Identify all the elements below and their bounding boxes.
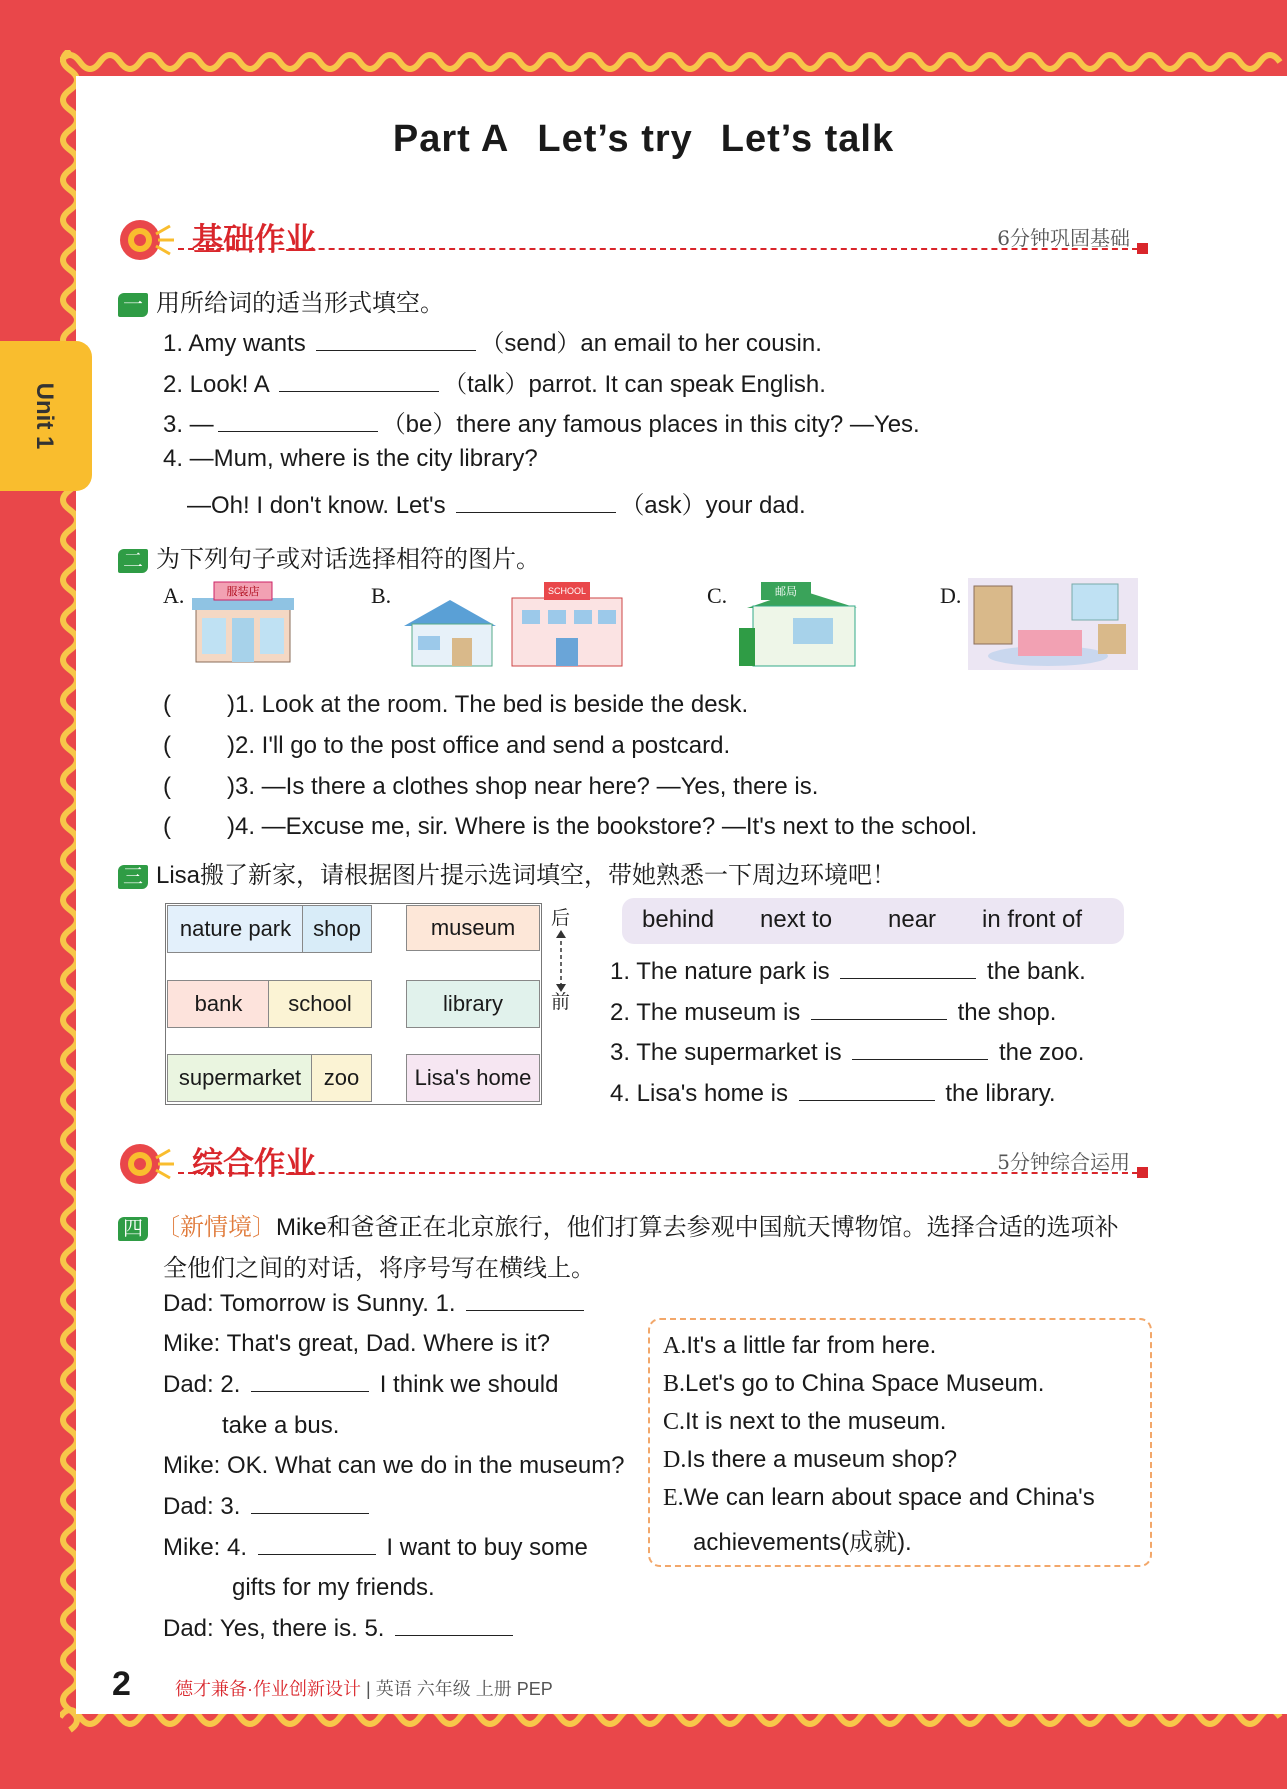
picture-b-label: B. xyxy=(371,583,392,608)
q2-item-2: ( )2. I'll go to the post office and send a postcard. xyxy=(163,732,731,759)
option-d: D.Is there a museum shop? xyxy=(663,1446,958,1473)
answer-blank[interactable] xyxy=(456,511,616,513)
dialogue-line-7: Mike: 4. I want to buy some xyxy=(163,1534,588,1561)
section-note: 5分钟综合运用 xyxy=(997,1150,1130,1174)
answer-blank[interactable] xyxy=(258,1553,376,1555)
question-1-heading xyxy=(118,283,444,318)
question-2-heading xyxy=(118,539,540,574)
map-school: school xyxy=(268,980,372,1028)
title-try: Let’s try xyxy=(537,118,693,160)
clothes-shop-illustration xyxy=(188,578,298,666)
dialogue-line-6: Dad: 3. xyxy=(163,1493,373,1521)
unit-tab[interactable] xyxy=(0,341,92,491)
map-zoo: zoo xyxy=(311,1054,372,1102)
q1-item-2: 2. Look! A （talk）parrot. It can speak English. xyxy=(163,371,826,398)
dialogue-line-2: Mike: That's great, Dad. Where is it? xyxy=(163,1330,550,1357)
school-sign: SCHOOL xyxy=(547,586,587,596)
map-bank: bank xyxy=(167,980,270,1028)
option-b: B.Let's go to China Space Museum. xyxy=(663,1370,1045,1397)
dialogue-line-4: take a bus. xyxy=(222,1412,340,1439)
map-supermarket: supermarket xyxy=(167,1054,313,1102)
map-library: library xyxy=(406,980,540,1028)
section-rule-end xyxy=(1137,1167,1148,1178)
question-instruction: Mike和爸爸正在北京旅行，他们打算去参观中国航天博物馆。选择合适的选项补 xyxy=(276,1214,1119,1241)
word-option[interactable]: behind xyxy=(642,906,715,933)
q1-item-1: 1. Amy wants （send）an email to her cousin. xyxy=(163,330,822,357)
q1-item-3: 3. — （be）there any famous places in this city? —Yes. xyxy=(163,411,920,438)
map-museum: museum xyxy=(406,905,540,951)
question-number: 四 xyxy=(118,1217,148,1241)
answer-blank[interactable] xyxy=(395,1634,513,1636)
section-rule xyxy=(178,1172,1138,1174)
trumpet-icon xyxy=(118,214,180,266)
bedroom-illustration xyxy=(968,578,1138,670)
neighborhood-map xyxy=(165,903,542,1105)
new-context-tag: 〔新情境〕 xyxy=(156,1214,276,1241)
question-number: 二 xyxy=(118,549,148,573)
dialogue-line-9: Dad: Yes, there is. 5. xyxy=(163,1615,517,1643)
question-4-heading xyxy=(118,1207,1119,1242)
post-office-sign: 邮局 xyxy=(775,586,797,598)
title-part: Part A xyxy=(392,118,510,160)
footer-edition: PEP xyxy=(516,1679,553,1699)
q1-item-4-reply: —Oh! I don't know. Let's （ask）your dad. xyxy=(187,492,806,519)
section-header-comprehensive xyxy=(118,1132,1158,1202)
answer-blank[interactable] xyxy=(852,1058,988,1060)
question-instruction: Lisa搬了新家，请根据图片提示选词填空，带她熟悉一下周边环境吧！ xyxy=(156,862,897,889)
dialogue-line-3: Dad: 2. I think we should xyxy=(163,1371,559,1398)
footer-separator: | xyxy=(366,1679,371,1699)
section-label: 基础作业 xyxy=(192,222,316,257)
section-rule xyxy=(178,248,1138,250)
option-e-cont: achievements(成就). xyxy=(693,1529,912,1556)
answer-blank[interactable] xyxy=(840,977,976,979)
question-instruction: 用所给词的适当形式填空。 xyxy=(156,290,444,317)
question-instruction: 为下列句子或对话选择相符的图片。 xyxy=(156,546,540,573)
word-option[interactable]: next to xyxy=(760,906,833,933)
compass-back-label: 后 xyxy=(551,908,571,929)
page-title xyxy=(0,118,1287,161)
dialogue-line-8: gifts for my friends. xyxy=(232,1574,435,1601)
dialogue-line-1: Dad: Tomorrow is Sunny. 1. xyxy=(163,1290,588,1318)
q2-item-1: ( )1. Look at the room. The bed is beside the desk. xyxy=(163,691,749,718)
word-option[interactable]: in front of xyxy=(982,906,1083,933)
trumpet-icon xyxy=(118,1138,180,1190)
footer-info xyxy=(175,1675,553,1701)
picture-a-label: A. xyxy=(163,583,185,608)
footer-brand: 德才兼备·作业创新设计 xyxy=(175,1679,361,1699)
compass-front-label: 前 xyxy=(551,992,571,1013)
title-talk: Let’s talk xyxy=(720,118,895,160)
q2-item-3: ( )3. —Is there a clothes shop near here? —Yes, there is. xyxy=(163,773,819,800)
dialogue-line-5: Mike: OK. What can we do in the museum? xyxy=(163,1452,625,1479)
bookstore-and-school-illustration xyxy=(398,578,630,670)
clothes-shop-sign: 服装店 xyxy=(226,586,260,598)
footer-term: 上册 xyxy=(475,1679,512,1699)
answer-blank[interactable] xyxy=(466,1309,584,1311)
question-number: 三 xyxy=(118,865,148,889)
answer-blank[interactable] xyxy=(251,1390,369,1392)
q3-item-1: 1. The nature park is the bank. xyxy=(610,958,1086,985)
question-number: 一 xyxy=(118,293,148,317)
q3-item-2: 2. The museum is the shop. xyxy=(610,999,1057,1026)
picture-d-label: D. xyxy=(940,583,962,608)
word-option[interactable]: near xyxy=(888,906,937,933)
option-c: C.It is next to the museum. xyxy=(663,1408,947,1435)
section-header-basic xyxy=(118,208,1158,278)
unit-tab-label: Unit 1 xyxy=(31,382,58,450)
q3-item-4: 4. Lisa's home is the library. xyxy=(610,1080,1056,1107)
q1-item-4: 4. —Mum, where is the city library? xyxy=(163,445,538,472)
question-3-heading xyxy=(118,855,896,890)
question-4-instruction-cont: 全他们之间的对话，将序号写在横线上。 xyxy=(163,1255,595,1282)
map-lisas-home: Lisa's home xyxy=(406,1054,540,1102)
answer-blank[interactable] xyxy=(279,390,439,392)
picture-c-label: C. xyxy=(707,583,728,608)
q2-item-4: ( )4. —Excuse me, sir. Where is the bookstore? —It's next to the school. xyxy=(163,813,978,840)
word-bank xyxy=(622,898,1124,944)
answer-blank[interactable] xyxy=(316,349,476,351)
page-number: 2 xyxy=(112,1665,131,1703)
footer-subject: 英语 xyxy=(375,1679,412,1699)
post-office-illustration xyxy=(733,578,867,670)
section-label: 综合作业 xyxy=(192,1146,316,1181)
map-shop: shop xyxy=(302,905,372,953)
map-nature-park: nature park xyxy=(167,905,304,953)
section-note: 6分钟巩固基础 xyxy=(997,226,1130,250)
q3-item-3: 3. The supermarket is the zoo. xyxy=(610,1039,1085,1066)
direction-arrow-icon xyxy=(553,930,569,992)
answer-blank[interactable] xyxy=(218,430,378,432)
footer-grade: 六年级 xyxy=(416,1679,471,1699)
answer-blank[interactable] xyxy=(251,1512,369,1514)
option-e: E.We can learn about space and China's xyxy=(663,1484,1095,1511)
option-a: A.It's a little far from here. xyxy=(663,1332,937,1359)
answer-blank[interactable] xyxy=(811,1018,947,1020)
section-rule-end xyxy=(1137,243,1148,254)
answer-blank[interactable] xyxy=(799,1099,935,1101)
